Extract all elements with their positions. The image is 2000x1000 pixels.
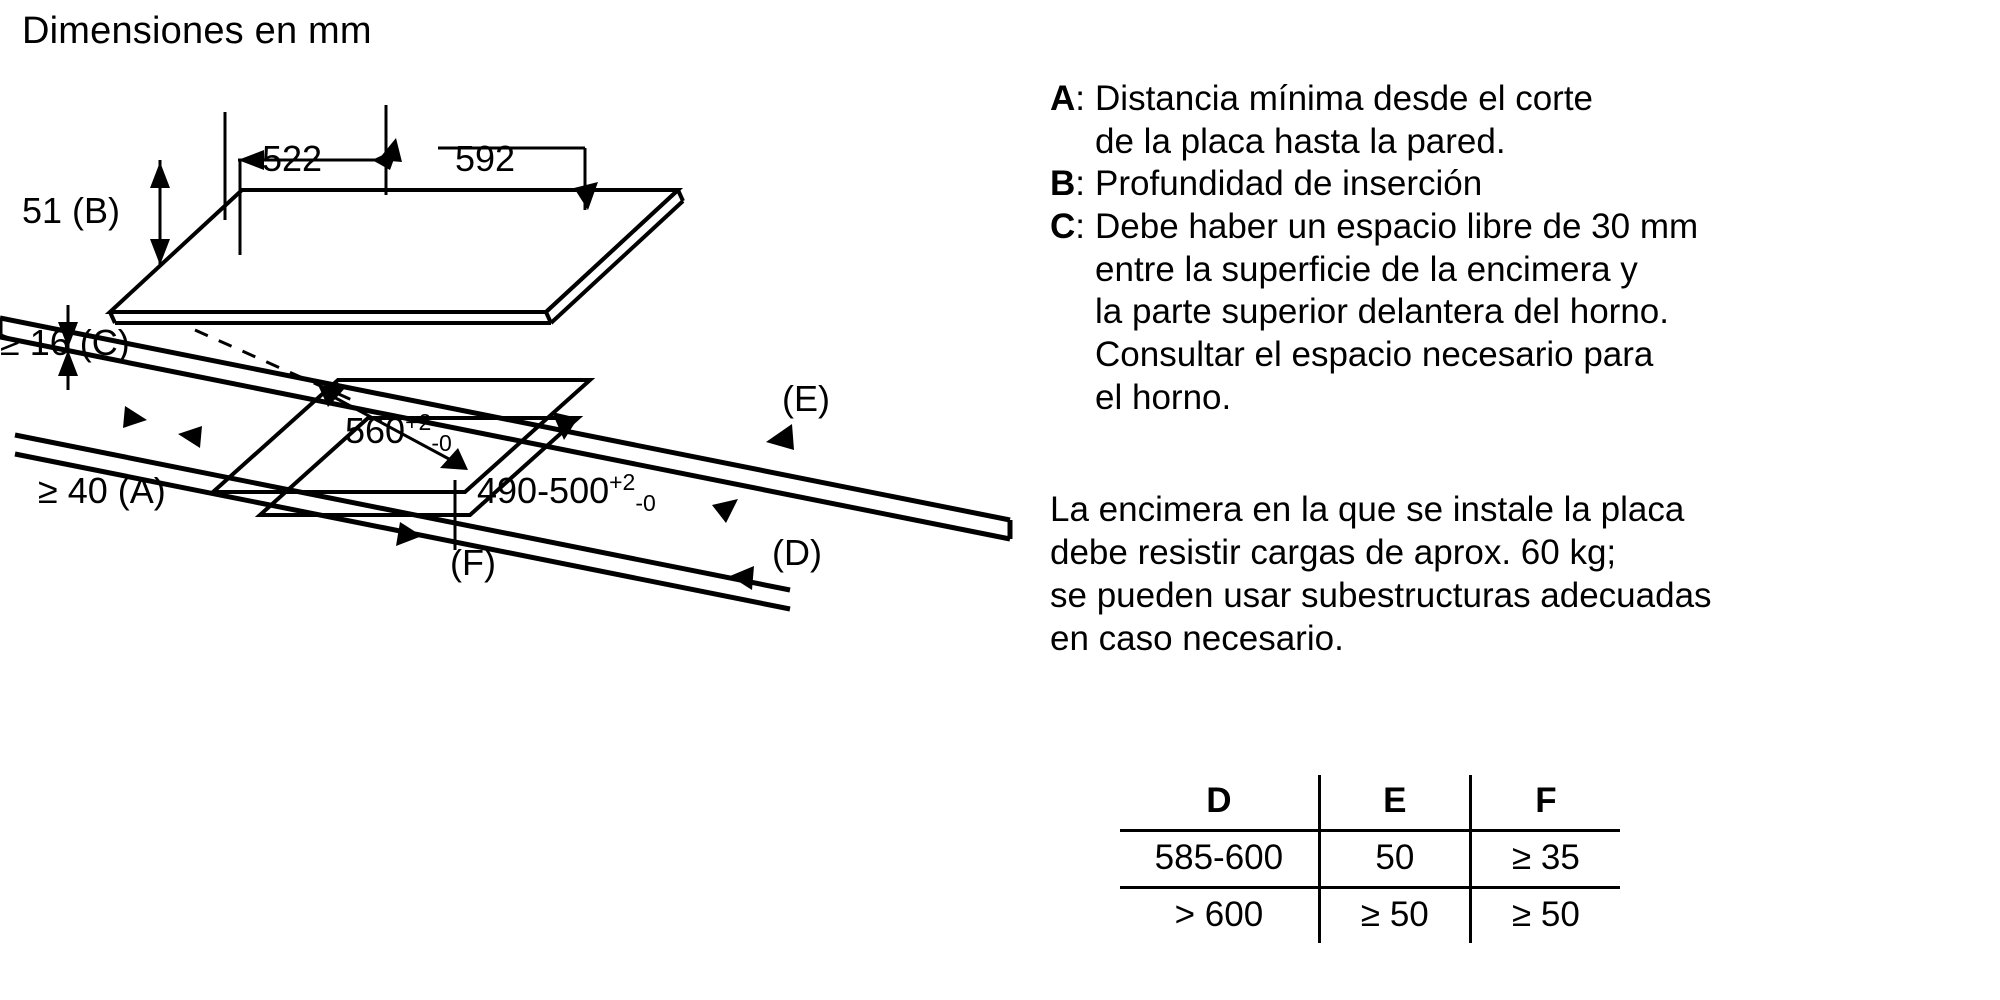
table-header-row	[1120, 775, 1620, 831]
table-row	[1120, 831, 1620, 888]
legend-list	[1050, 78, 1980, 420]
legend-a-line-2: de la placa hasta la pared.	[1095, 121, 1506, 161]
table-row	[1120, 888, 1620, 944]
arrow-d-bottom	[730, 566, 754, 590]
arrow-592-left	[378, 138, 402, 162]
label-490-plus: +2	[609, 469, 636, 495]
table-cell-f-2: ≥ 50	[1512, 895, 1580, 934]
label-490-base: 490-500	[477, 470, 610, 511]
label-cutout-depth	[345, 409, 452, 457]
legend-text-c	[1095, 206, 1980, 419]
label-522: 522	[262, 138, 323, 179]
legend-key-c: C	[1050, 207, 1076, 247]
label-490-minus: -0	[635, 490, 656, 517]
hob-top-face	[110, 190, 678, 312]
label-560-minus: -0	[431, 430, 452, 457]
hob-installation-drawing	[0, 50, 1030, 770]
legend-colon-b: :	[1075, 164, 1086, 204]
note-line-3: se pueden usar subestructuras adecuadas	[1050, 576, 1712, 616]
dimensions-table	[1120, 775, 1620, 943]
arrow-522-left	[238, 150, 264, 170]
label-40-a: ≥ 40 (A)	[38, 470, 166, 511]
label-560-base: 560	[345, 410, 406, 451]
note-line-1: La encimera en la que se instale la placa	[1050, 490, 1685, 529]
table-header-f: F	[1470, 775, 1620, 831]
table-header-e: E	[1319, 775, 1470, 831]
hob-right-back-corner	[678, 190, 683, 201]
legend-item-b	[1050, 163, 1980, 206]
legend-c-line-4: Consultar el espacio necesario para	[1095, 335, 1654, 375]
legend-c-line-2: entre la superficie de la encimera y	[1095, 249, 1638, 289]
legend-text-a	[1095, 78, 1980, 163]
page-title: Dimensiones en mm	[22, 10, 372, 52]
arrow-40-b	[178, 426, 202, 448]
note-line-4: en caso necesario.	[1050, 619, 1344, 659]
arrow-e	[766, 424, 794, 450]
arrow-f	[396, 522, 422, 546]
legend-colon-a: :	[1075, 79, 1086, 118]
label-f: (F)	[450, 542, 496, 583]
table-cell-d-1: 585-600	[1120, 831, 1319, 888]
arrow-40-a	[123, 406, 147, 428]
legend-key-b: B	[1050, 164, 1076, 204]
legend-a-line-1: Distancia mínima desde el corte	[1095, 79, 1594, 118]
table-cell-e-1: 50	[1319, 831, 1470, 888]
label-cutout-width	[477, 469, 656, 517]
table-cell-f-1: ≥ 35	[1470, 831, 1620, 888]
label-51-b	[22, 190, 120, 232]
arrow-d-top	[712, 499, 738, 523]
legend-item-a	[1050, 78, 1980, 163]
label-51-b-text: 51 (B)	[22, 190, 121, 231]
legend-c-line-5: el horno.	[1095, 377, 1232, 417]
legend-b-line-1: Profundidad de inserción	[1095, 164, 1483, 204]
table-cell-d-2: > 600	[1174, 895, 1264, 934]
label-16-c: ≥ 16 (C)	[0, 322, 130, 363]
legend-item-c	[1050, 206, 1980, 419]
label-560-plus: +2	[405, 409, 432, 435]
label-e: (E)	[782, 378, 830, 419]
arrow-51-top	[150, 162, 170, 188]
load-capacity-note	[1050, 488, 1990, 660]
table-header-d: D	[1120, 775, 1319, 831]
legend-colon-c: :	[1075, 207, 1086, 247]
worktop-front-line	[15, 435, 790, 590]
legend-c-line-1: Debe haber un espacio libre de 30 mm	[1095, 207, 1699, 247]
label-592: 592	[455, 138, 516, 179]
legend-c-line-3: la parte superior delantera del horno.	[1095, 292, 1669, 332]
legend-key-a: A	[1050, 79, 1076, 118]
table-cell-e-2: ≥ 50	[1319, 888, 1470, 944]
legend-text-b	[1095, 163, 1980, 206]
note-line-2: debe resistir cargas de aprox. 60 kg;	[1050, 533, 1617, 573]
label-d: (D)	[772, 532, 822, 573]
